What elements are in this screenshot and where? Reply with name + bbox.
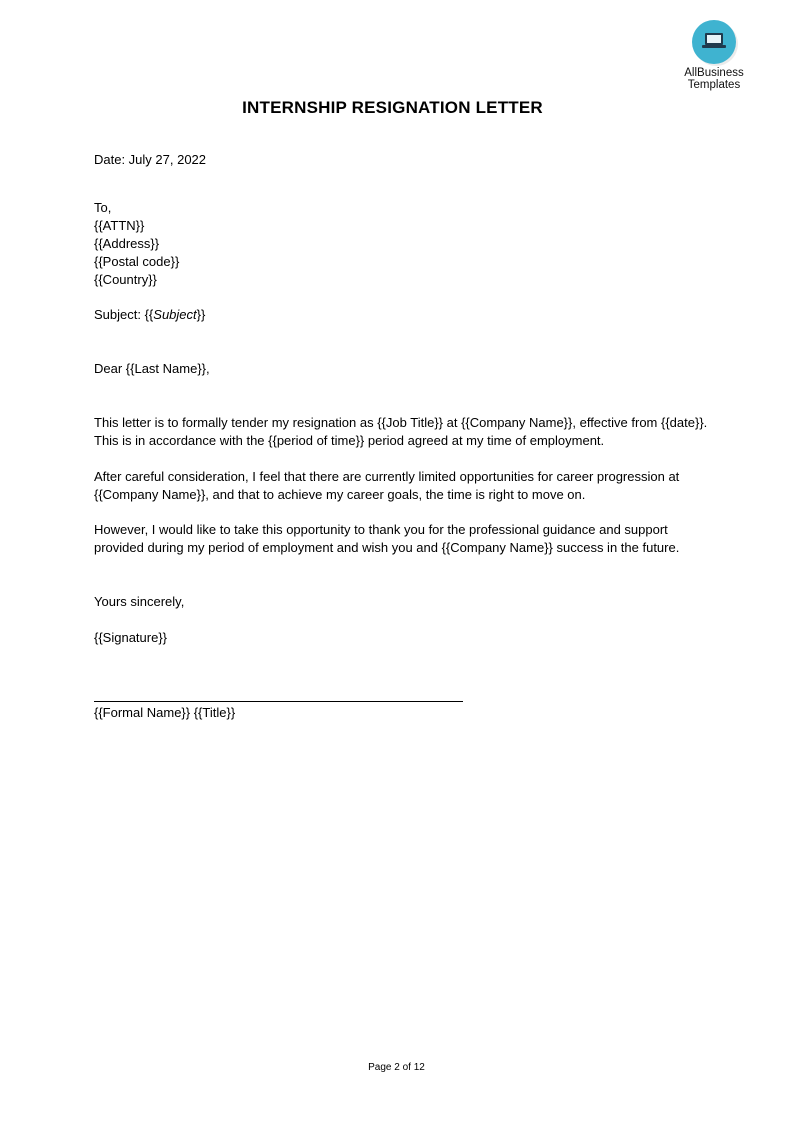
letter-title: INTERNSHIP RESIGNATION LETTER — [242, 98, 543, 117]
paragraph-1: This letter is to formally tender my resignation as {{Job Title}} at {{Company Name}}, effective from {{date}}. This is in accordance with the {{period of time}} period agreed at my time of employment. — [94, 415, 708, 448]
signature-line — [94, 701, 463, 702]
closing: Yours sincerely, — [94, 594, 185, 609]
subject-open: {{ — [144, 307, 154, 322]
subject-label: Subject: — [94, 307, 145, 322]
logo-text — [675, 67, 753, 91]
laptop-icon — [701, 31, 727, 51]
formal-name: {{Formal Name}} {{Title}} — [94, 705, 236, 720]
logo-line-1: AllBusiness — [684, 67, 744, 79]
salutation: Dear {{Last Name}}, — [94, 361, 210, 376]
signature-placeholder: {{Signature}} — [94, 630, 168, 645]
allbusiness-logo — [675, 20, 753, 91]
paragraph-2: After careful consideration, I feel that there are currently limited opportunities for career progression at {{Company Name}}, and that to achieve my career goals, the time is right to move on. — [94, 469, 680, 502]
date-line: Date: July 27, 2022 — [94, 152, 207, 167]
subject-close: }} — [196, 307, 206, 322]
subject-line — [94, 306, 205, 324]
page-number: Page 2 of 12 — [368, 1062, 425, 1073]
logo-line-2: Templates — [687, 79, 741, 91]
address-to: To, — [94, 200, 112, 215]
address-attn: {{ATTN}} — [94, 218, 145, 233]
paragraph-3: However, I would like to take this opportunity to thank you for the professional guidance and support provided during my period of employment and wish you and {{Company Name}} success in the future. — [94, 522, 680, 555]
subject-value: Subject — [153, 307, 197, 322]
logo-badge — [692, 20, 736, 64]
address-postal: {{Postal code}} — [94, 254, 180, 269]
address-street: {{Address}} — [94, 236, 160, 251]
address-country: {{Country}} — [94, 272, 157, 287]
